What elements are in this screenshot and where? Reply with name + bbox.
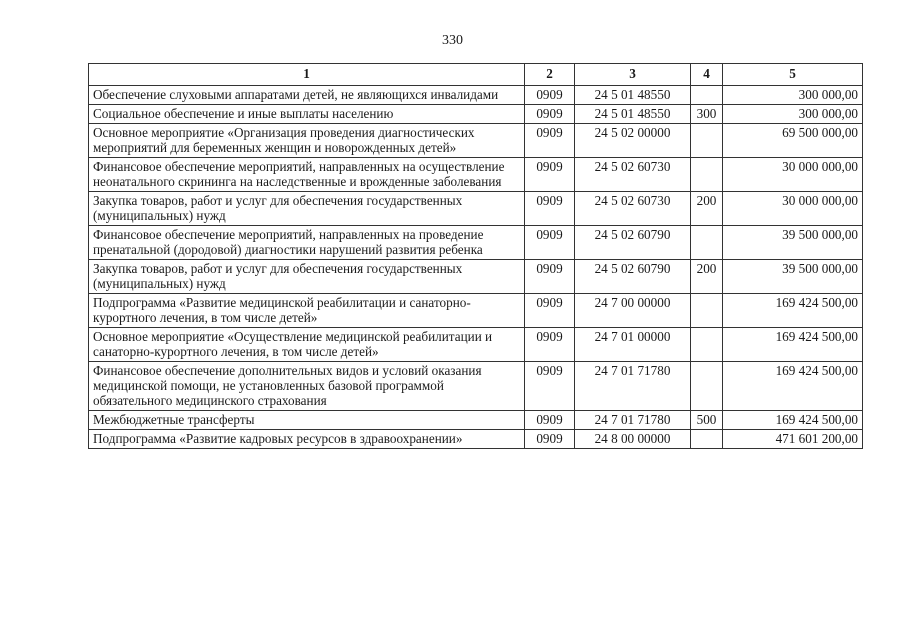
row-section-cell: 0909 — [525, 328, 575, 362]
table-row — [89, 86, 863, 105]
row-section-cell: 0909 — [525, 105, 575, 124]
row-target-code-cell: 24 7 01 71780 — [575, 411, 691, 430]
table-row — [89, 124, 863, 158]
row-expense-type-cell — [691, 226, 723, 260]
header-row — [89, 64, 863, 86]
row-expense-type-cell: 200 — [691, 192, 723, 226]
row-name-cell: Основное мероприятие «Организация проведения диагностических мероприятий для беременных женщин и новорожденных детей» — [89, 124, 525, 158]
row-name-cell: Подпрограмма «Развитие кадровых ресурсов в здравоохранении» — [89, 430, 525, 449]
header-cell: 1 — [89, 64, 525, 86]
row-target-code-cell: 24 8 00 00000 — [575, 430, 691, 449]
row-section-cell: 0909 — [525, 192, 575, 226]
row-name-cell: Социальное обеспечение и иные выплаты населению — [89, 105, 525, 124]
row-target-code-cell: 24 7 00 00000 — [575, 294, 691, 328]
row-amount-cell: 169 424 500,00 — [723, 411, 863, 430]
row-target-code-cell: 24 5 02 60730 — [575, 158, 691, 192]
row-amount-cell: 169 424 500,00 — [723, 328, 863, 362]
row-name-cell: Межбюджетные трансферты — [89, 411, 525, 430]
row-target-code-cell: 24 5 01 48550 — [575, 105, 691, 124]
budget-table — [88, 63, 863, 449]
page-number: 330 — [442, 33, 463, 48]
row-expense-type-cell: 300 — [691, 105, 723, 124]
row-name-cell: Подпрограмма «Развитие медицинской реабилитации и санаторно-курортного лечения, в том числе детей» — [89, 294, 525, 328]
row-section-cell: 0909 — [525, 86, 575, 105]
row-section-cell: 0909 — [525, 430, 575, 449]
row-target-code-cell: 24 5 01 48550 — [575, 86, 691, 105]
row-expense-type-cell — [691, 124, 723, 158]
row-section-cell: 0909 — [525, 124, 575, 158]
row-amount-cell: 39 500 000,00 — [723, 260, 863, 294]
row-amount-cell: 471 601 200,00 — [723, 430, 863, 449]
row-expense-type-cell — [691, 362, 723, 411]
table-body — [89, 86, 863, 449]
row-name-cell: Основное мероприятие «Осуществление медицинской реабилитации и санаторно-курортного лечения, в том числе детей» — [89, 328, 525, 362]
row-amount-cell: 30 000 000,00 — [723, 192, 863, 226]
table-row — [89, 192, 863, 226]
row-name-cell: Обеспечение слуховыми аппаратами детей, не являющихся инвалидами — [89, 86, 525, 105]
header-cell: 5 — [723, 64, 863, 86]
row-target-code-cell: 24 5 02 60730 — [575, 192, 691, 226]
table-row — [89, 226, 863, 260]
row-section-cell: 0909 — [525, 226, 575, 260]
header-cell: 2 — [525, 64, 575, 86]
table-row — [89, 158, 863, 192]
table-row — [89, 411, 863, 430]
table-row — [89, 294, 863, 328]
row-section-cell: 0909 — [525, 362, 575, 411]
row-section-cell: 0909 — [525, 158, 575, 192]
row-target-code-cell: 24 5 02 00000 — [575, 124, 691, 158]
row-amount-cell: 69 500 000,00 — [723, 124, 863, 158]
row-name-cell: Финансовое обеспечение мероприятий, направленных на проведение пренатальной (дородовой) диагностики нарушений развития ребенка — [89, 226, 525, 260]
table-row — [89, 328, 863, 362]
row-expense-type-cell: 500 — [691, 411, 723, 430]
row-name-cell: Финансовое обеспечение дополнительных видов и условий оказания медицинской помощи, не установленных базовой программой обязательного медицинского страхования — [89, 362, 525, 411]
row-name-cell: Финансовое обеспечение мероприятий, направленных на осуществление неонатального скрининга на наследственные и врожденные заболевания — [89, 158, 525, 192]
row-section-cell: 0909 — [525, 294, 575, 328]
table-row — [89, 260, 863, 294]
row-expense-type-cell: 200 — [691, 260, 723, 294]
row-target-code-cell: 24 5 02 60790 — [575, 260, 691, 294]
row-amount-cell: 169 424 500,00 — [723, 294, 863, 328]
row-name-cell: Закупка товаров, работ и услуг для обеспечения государственных (муниципальных) нужд — [89, 260, 525, 294]
table-row — [89, 430, 863, 449]
row-expense-type-cell — [691, 86, 723, 105]
table-row — [89, 362, 863, 411]
row-expense-type-cell — [691, 294, 723, 328]
row-amount-cell: 300 000,00 — [723, 105, 863, 124]
row-target-code-cell: 24 5 02 60790 — [575, 226, 691, 260]
row-name-cell: Закупка товаров, работ и услуг для обеспечения государственных (муниципальных) нужд — [89, 192, 525, 226]
row-expense-type-cell — [691, 430, 723, 449]
row-expense-type-cell — [691, 328, 723, 362]
row-amount-cell: 300 000,00 — [723, 86, 863, 105]
table-row — [89, 105, 863, 124]
header-cell: 3 — [575, 64, 691, 86]
row-section-cell: 0909 — [525, 411, 575, 430]
row-target-code-cell: 24 7 01 00000 — [575, 328, 691, 362]
row-expense-type-cell — [691, 158, 723, 192]
row-amount-cell: 30 000 000,00 — [723, 158, 863, 192]
header-cell: 4 — [691, 64, 723, 86]
row-section-cell: 0909 — [525, 260, 575, 294]
row-amount-cell: 39 500 000,00 — [723, 226, 863, 260]
row-amount-cell: 169 424 500,00 — [723, 362, 863, 411]
row-target-code-cell: 24 7 01 71780 — [575, 362, 691, 411]
